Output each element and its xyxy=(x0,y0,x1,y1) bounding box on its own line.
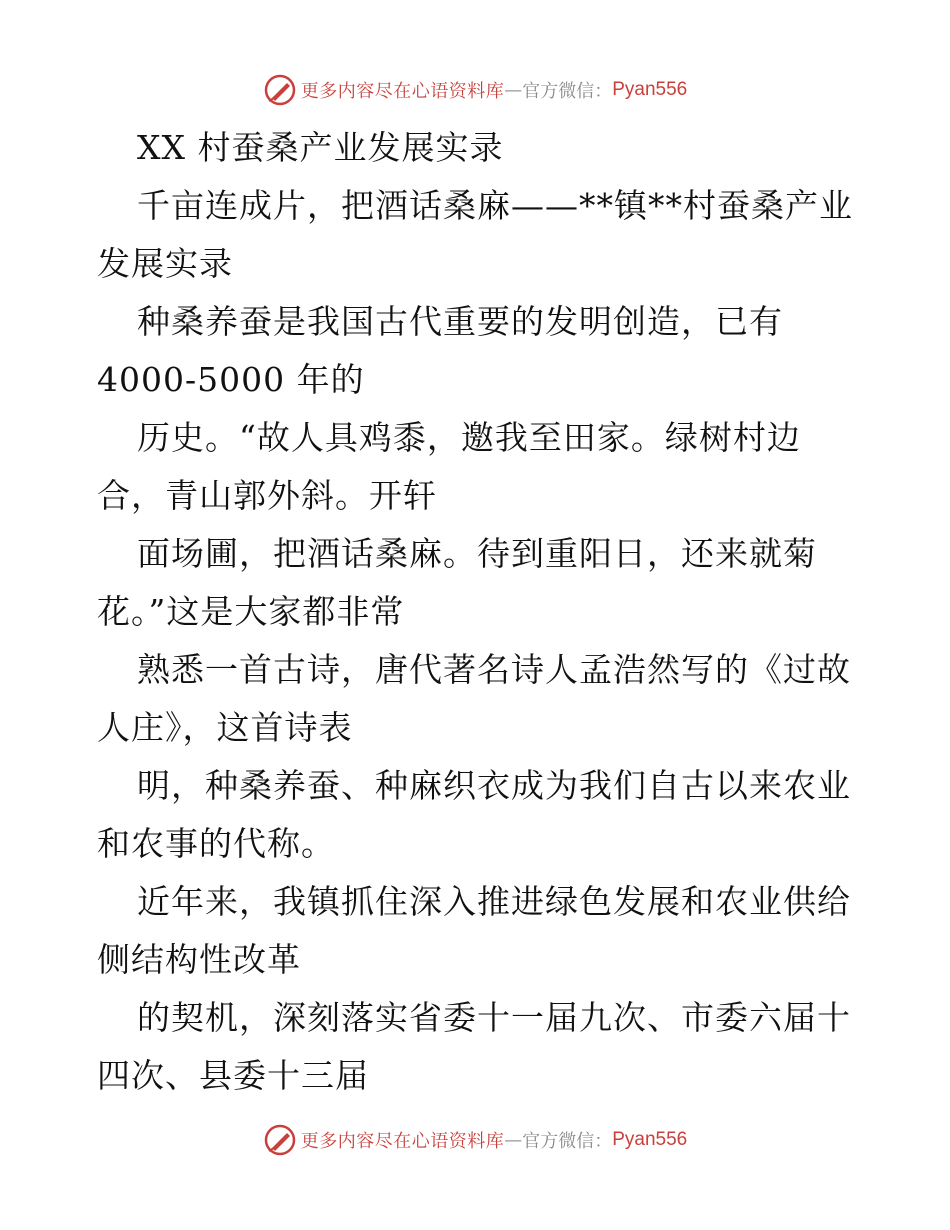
banner-contact-label: 官方微信： xyxy=(522,1131,613,1152)
text-line: 的契机，深刻落实省委十一届九次、市委六届十 xyxy=(137,998,851,1037)
header-watermark-banner xyxy=(0,70,950,110)
text-line: 人庄》，这首诗表 xyxy=(97,708,353,747)
banner-contact-id: Pyan556 xyxy=(612,1129,688,1150)
document-body xyxy=(97,119,857,1105)
footer-watermark-banner xyxy=(0,1120,950,1160)
text-line: 种桑养蚕是我国古代重要的发明创造，已有 xyxy=(137,302,783,341)
text-line: 历史。“故人具鸡黍，邀我至田家。绿树村边 xyxy=(137,418,801,457)
document-title: XX 村蚕桑产业发展实录 xyxy=(137,128,504,167)
text-line: 合，青山郭外斜。开轩 xyxy=(97,476,437,515)
text-line: 明，种桑养蚕、种麻织衣成为我们自古以来农业 xyxy=(137,766,851,805)
banner-contact-label: 官方微信： xyxy=(522,81,613,102)
text-line: 熟悉一首古诗，唐代著名诗人孟浩然写的《过故 xyxy=(137,650,851,689)
text-line: 千亩连成片，把酒话桑麻——**镇**村蚕桑产业 xyxy=(137,186,853,225)
text-line: 四次、县委十三届 xyxy=(97,1056,369,1095)
text-line: 和农事的代称。 xyxy=(97,824,335,863)
text-line: 近年来，我镇抓住深入推进绿色发展和农业供给 xyxy=(137,882,851,921)
banner-separator: — xyxy=(504,79,523,101)
text-line: 发展实录 xyxy=(97,244,233,283)
banner-separator: — xyxy=(504,1129,523,1151)
text-line: 4000-5000 年的 xyxy=(97,360,365,399)
banner-contact-id: Pyan556 xyxy=(612,79,688,100)
text-line: 面场圃，把酒话桑麻。待到重阳日，还来就菊 xyxy=(137,534,817,573)
text-line: 侧结构性改革 xyxy=(97,940,301,979)
red-quill-pen-logo-icon xyxy=(263,73,297,107)
banner-text: 更多内容尽在心语资料库 xyxy=(300,81,505,102)
banner-text: 更多内容尽在心语资料库 xyxy=(300,1131,505,1152)
text-line: 花。”这是大家都非常 xyxy=(97,592,405,631)
red-quill-pen-logo-icon xyxy=(263,1123,297,1157)
